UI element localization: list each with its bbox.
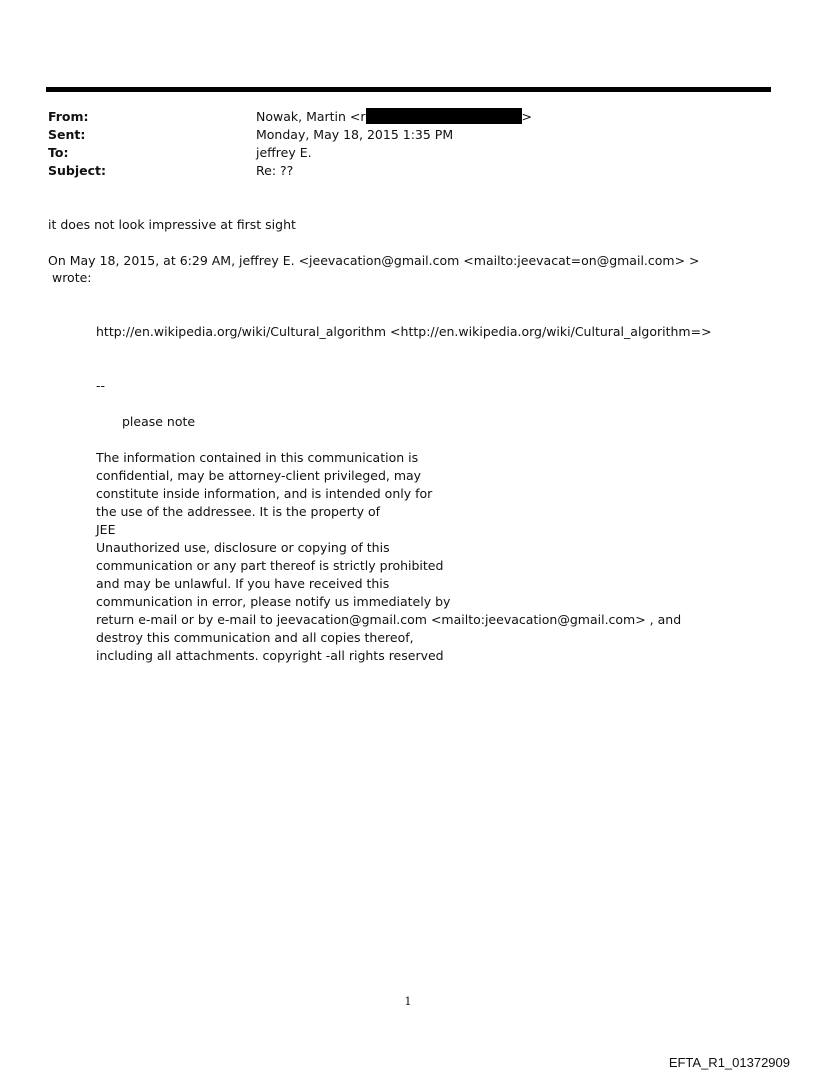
disclaimer-line: Unauthorized use, disclosure or copying of this <box>96 540 390 555</box>
disclaimer-line: JEE <box>96 522 116 537</box>
sent-label: Sent: <box>48 127 86 142</box>
disclaimer-line: The information contained in this communication is <box>96 450 419 465</box>
subject-label: Subject: <box>48 163 106 178</box>
quote-intro-line2: wrote: <box>48 270 92 285</box>
disclaimer-line: and may be unlawful. If you have received this <box>96 576 390 591</box>
disclaimer-line: including all attachments. copyright -all rights reserved <box>96 648 444 663</box>
page-number: 1 <box>404 995 412 1008</box>
disclaimer-line: constitute inside information, and is intended only for <box>96 486 433 501</box>
document-id: EFTA_R1_01372909 <box>668 1055 790 1070</box>
disclaimer-line: return e-mail or by e-mail to jeevacation@gmail.com <mailto:jeevacation@gmail.com> , and <box>96 612 682 627</box>
from-label: From: <box>48 109 89 124</box>
quote-intro-line1: On May 18, 2015, at 6:29 AM, jeffrey E. <jeevacation@gmail.com <mailto:jeevacat=on@gmail.com> > <box>48 253 700 268</box>
from-suffix: > <box>521 109 533 124</box>
from-value <box>256 108 532 126</box>
subject-value: Re: ?? <box>256 163 294 178</box>
to-label: To: <box>48 145 69 160</box>
disclaimer-block <box>96 449 681 665</box>
header-rule <box>46 87 771 92</box>
please-note: please note <box>122 414 196 429</box>
disclaimer-line: confidential, may be attorney-client privileged, may <box>96 468 422 483</box>
signature-dash: -- <box>96 378 106 393</box>
disclaimer-line: the use of the addressee. It is the property of <box>96 504 381 519</box>
from-name: Nowak, Martin <r <box>256 109 366 124</box>
redaction-box <box>366 108 522 124</box>
reply-text: it does not look impressive at first sight <box>48 217 296 232</box>
to-value: jeffrey E. <box>256 145 312 160</box>
disclaimer-line: communication in error, please notify us immediately by <box>96 594 451 609</box>
sent-value: Monday, May 18, 2015 1:35 PM <box>256 127 454 142</box>
wiki-link[interactable]: http://en.wikipedia.org/wiki/Cultural_algorithm <http://en.wikipedia.org/wiki/Cultural_algorithm=> <box>96 324 712 339</box>
disclaimer-line: communication or any part thereof is strictly prohibited <box>96 558 444 573</box>
disclaimer-line: destroy this communication and all copies thereof, <box>96 630 414 645</box>
